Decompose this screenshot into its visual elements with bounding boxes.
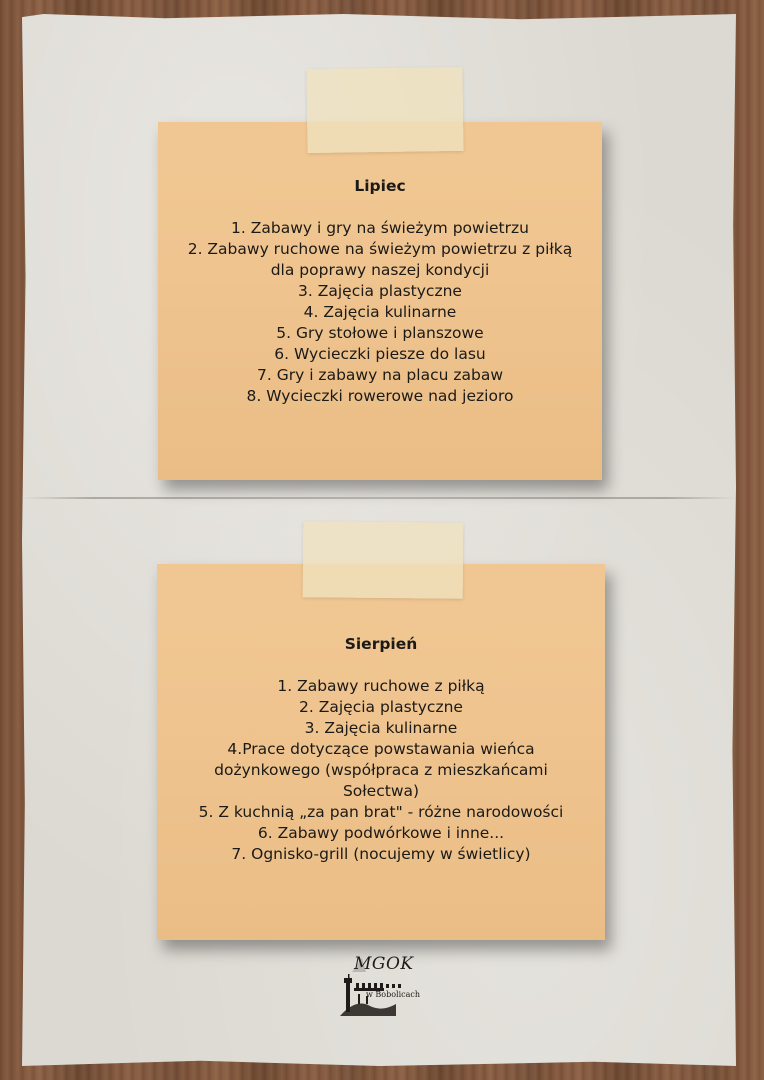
logo-subtitle: w Bobolicach xyxy=(366,990,421,999)
note-july-title: Lipiec xyxy=(354,177,406,195)
list-item: 6. Zabawy podwórkowe i inne... xyxy=(257,824,505,842)
list-item: 1. Zabawy ruchowe z piłką xyxy=(277,677,485,695)
paper-fold-line xyxy=(22,497,736,499)
list-item: 6. Wycieczki piesze do lasu xyxy=(274,345,486,363)
list-item: 4.Prace dotyczące powstawania wieńca dożynkowego (współpraca z mieszkańcami Sołectwa) xyxy=(214,740,548,800)
mgok-logo xyxy=(336,954,432,1020)
tape-strip-top xyxy=(306,67,463,153)
note-august-list xyxy=(157,676,605,865)
list-item: 7. Gry i zabawy na placu zabaw xyxy=(257,366,503,384)
list-item: 7. Ognisko-grill (nocujemy w świetlicy) xyxy=(231,845,531,863)
list-item: 5. Gry stołowe i planszowe xyxy=(276,324,484,342)
note-july xyxy=(158,122,602,480)
list-item: 4. Zajęcia kulinarne xyxy=(303,303,457,321)
tape-strip-bottom xyxy=(303,521,464,598)
note-august-title: Sierpień xyxy=(344,635,418,653)
list-item: 2. Zajęcia plastyczne xyxy=(299,698,463,716)
list-item: 1. Zabawy i gry na świeżym powietrzu xyxy=(231,219,529,237)
list-item: 5. Z kuchnią „za pan brat" - różne narodowości xyxy=(198,803,564,821)
note-july-list xyxy=(158,218,602,407)
note-august xyxy=(157,564,605,940)
note-july-content xyxy=(158,176,602,407)
list-item: 3. Zajęcia plastyczne xyxy=(298,282,462,300)
list-item: 2. Zabawy ruchowe na świeżym powietrzu z piłką dla poprawy naszej kondycji xyxy=(187,240,573,279)
list-item: 3. Zajęcia kulinarne xyxy=(304,719,458,737)
logo-title: MGOK xyxy=(354,954,414,974)
note-august-content xyxy=(157,634,605,865)
list-item: 8. Wycieczki rowerowe nad jezioro xyxy=(246,387,514,405)
